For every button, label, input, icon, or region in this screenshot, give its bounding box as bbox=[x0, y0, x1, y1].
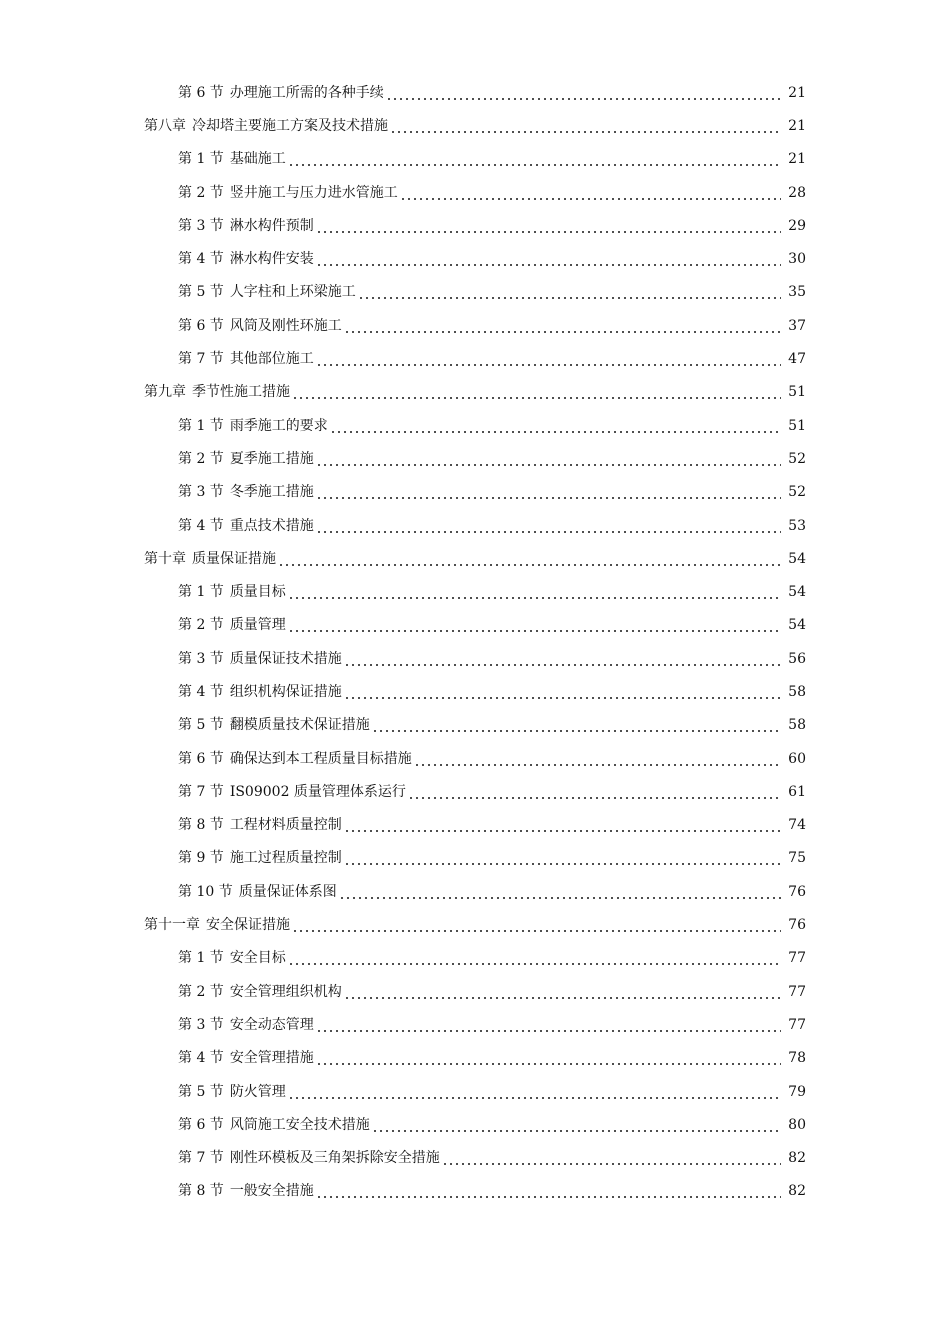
toc-entry-number: 第 7 节 bbox=[178, 783, 224, 800]
toc-entry-label bbox=[178, 517, 314, 535]
toc-entry-title: 工程材料质量控制 bbox=[229, 817, 342, 834]
toc-entry-title: 质量保证措施 bbox=[192, 550, 276, 567]
toc-section-entry[interactable] bbox=[0, 742, 950, 775]
dot-leader bbox=[316, 1184, 781, 1198]
toc-entry-label bbox=[178, 317, 342, 335]
toc-page-number: 52 bbox=[788, 450, 806, 467]
toc-page-number: 52 bbox=[788, 484, 806, 501]
toc-page-number: 77 bbox=[788, 983, 806, 1000]
toc-entry-title: 夏季施工措施 bbox=[229, 450, 314, 467]
toc-entry-title: 冬季施工措施 bbox=[229, 484, 314, 501]
toc-entry-label bbox=[178, 983, 342, 1001]
toc-page-number: 80 bbox=[788, 1116, 806, 1133]
toc-page-number: 75 bbox=[788, 850, 806, 867]
dot-leader bbox=[316, 1018, 781, 1032]
toc-entry-number: 第 6 节 bbox=[178, 317, 224, 334]
toc-entry-number: 第 1 节 bbox=[178, 151, 224, 168]
toc-page-number: 35 bbox=[788, 284, 806, 301]
toc-page-number: 28 bbox=[788, 184, 806, 201]
toc-section-entry[interactable] bbox=[0, 276, 950, 309]
toc-section-entry[interactable] bbox=[0, 809, 950, 842]
dot-leader bbox=[344, 319, 781, 333]
toc-section-entry[interactable] bbox=[0, 76, 950, 109]
dot-leader bbox=[372, 718, 781, 732]
toc-chapter-entry[interactable] bbox=[0, 908, 950, 941]
toc-entry-label bbox=[178, 783, 406, 801]
dot-leader bbox=[292, 385, 781, 399]
dot-leader bbox=[316, 352, 781, 366]
toc-section-entry[interactable] bbox=[0, 609, 950, 642]
toc-page-number: 51 bbox=[788, 384, 806, 401]
dot-leader bbox=[330, 419, 781, 433]
dot-leader bbox=[278, 552, 781, 566]
toc-entry-number: 第 7 节 bbox=[178, 1150, 224, 1167]
toc-entry-label bbox=[178, 184, 398, 202]
toc-entry-number: 第十一章 bbox=[144, 917, 200, 934]
toc-entry-number: 第 4 节 bbox=[178, 251, 224, 268]
toc-entry-label bbox=[144, 383, 290, 401]
toc-section-entry[interactable] bbox=[0, 1142, 950, 1175]
toc-entry-title: 安全管理措施 bbox=[229, 1050, 314, 1067]
toc-entry-title: 施工过程质量控制 bbox=[229, 850, 342, 867]
toc-entry-label bbox=[178, 1016, 314, 1034]
toc-entry-label bbox=[178, 483, 314, 501]
table-of-contents bbox=[0, 76, 950, 1208]
toc-entry-title: IS09002 质量管理体系运行 bbox=[229, 783, 406, 800]
toc-entry-title: 重点技术措施 bbox=[229, 517, 314, 534]
toc-section-entry[interactable] bbox=[0, 709, 950, 742]
toc-page-number: 82 bbox=[788, 1150, 806, 1167]
toc-page-number: 78 bbox=[788, 1050, 806, 1067]
toc-page-number: 58 bbox=[788, 717, 806, 734]
toc-page-number: 79 bbox=[788, 1083, 806, 1100]
toc-section-entry[interactable] bbox=[0, 143, 950, 176]
toc-entry-label bbox=[178, 583, 286, 601]
toc-section-entry[interactable] bbox=[0, 1008, 950, 1041]
toc-section-entry[interactable] bbox=[0, 675, 950, 708]
toc-entry-title: 冷却塔主要施工方案及技术措施 bbox=[192, 117, 388, 134]
dot-leader bbox=[344, 851, 781, 865]
toc-section-entry[interactable] bbox=[0, 1175, 950, 1208]
toc-page-number: 60 bbox=[788, 750, 806, 767]
toc-entry-label bbox=[178, 1149, 440, 1167]
toc-page-number: 54 bbox=[788, 550, 806, 567]
toc-entry-number: 第 5 节 bbox=[178, 1083, 224, 1100]
toc-entry-title: 风筒及刚性环施工 bbox=[229, 317, 342, 334]
toc-entry-label bbox=[178, 650, 342, 668]
toc-section-entry[interactable] bbox=[0, 342, 950, 375]
toc-entry-label bbox=[178, 1182, 314, 1200]
toc-entry-label bbox=[178, 150, 286, 168]
toc-entry-title: 人字柱和上环梁施工 bbox=[229, 284, 356, 301]
toc-entry-number: 第九章 bbox=[144, 384, 186, 401]
dot-leader bbox=[390, 119, 781, 133]
toc-section-entry[interactable] bbox=[0, 1108, 950, 1141]
toc-entry-label bbox=[178, 1083, 286, 1101]
toc-entry-title: 基础施工 bbox=[229, 151, 286, 168]
toc-entry-number: 第 5 节 bbox=[178, 284, 224, 301]
toc-section-entry[interactable] bbox=[0, 942, 950, 975]
toc-entry-number: 第 3 节 bbox=[178, 1016, 224, 1033]
toc-page-number: 47 bbox=[788, 351, 806, 368]
toc-entry-title: 淋水构件预制 bbox=[229, 217, 314, 234]
toc-entry-number: 第 8 节 bbox=[178, 817, 224, 834]
toc-entry-number: 第 8 节 bbox=[178, 1183, 224, 1200]
toc-entry-number: 第 6 节 bbox=[178, 1116, 224, 1133]
dot-leader bbox=[358, 285, 781, 299]
toc-section-entry[interactable] bbox=[0, 209, 950, 242]
toc-entry-title: 风筒施工安全技术措施 bbox=[229, 1116, 370, 1133]
toc-chapter-entry[interactable] bbox=[0, 542, 950, 575]
toc-page-number: 77 bbox=[788, 950, 806, 967]
toc-entry-label bbox=[144, 117, 388, 135]
toc-entry-label bbox=[178, 849, 342, 867]
toc-section-entry[interactable] bbox=[0, 875, 950, 908]
dot-leader bbox=[344, 985, 781, 999]
toc-entry-number: 第 3 节 bbox=[178, 650, 224, 667]
dot-leader bbox=[288, 152, 781, 166]
toc-page-number: 76 bbox=[788, 883, 806, 900]
toc-page-number: 21 bbox=[788, 117, 806, 134]
dot-leader bbox=[408, 785, 781, 799]
toc-entry-title: 安全动态管理 bbox=[229, 1016, 314, 1033]
toc-page-number: 74 bbox=[788, 817, 806, 834]
dot-leader bbox=[344, 818, 781, 832]
toc-entry-label bbox=[178, 350, 314, 368]
dot-leader bbox=[316, 519, 781, 533]
toc-section-entry[interactable] bbox=[0, 476, 950, 509]
toc-entry-label bbox=[178, 716, 370, 734]
toc-page-number: 54 bbox=[788, 584, 806, 601]
toc-page-number: 77 bbox=[788, 1016, 806, 1033]
toc-page-number: 30 bbox=[788, 251, 806, 268]
toc-entry-number: 第 5 节 bbox=[178, 717, 224, 734]
toc-section-entry[interactable] bbox=[0, 1042, 950, 1075]
toc-entry-number: 第 3 节 bbox=[178, 217, 224, 234]
toc-page-number: 37 bbox=[788, 317, 806, 334]
dot-leader bbox=[288, 618, 781, 632]
toc-page-number: 21 bbox=[788, 84, 806, 101]
dot-leader bbox=[316, 452, 781, 466]
toc-entry-label bbox=[178, 816, 342, 834]
toc-entry-label bbox=[178, 450, 314, 468]
toc-entry-number: 第 3 节 bbox=[178, 484, 224, 501]
toc-entry-title: 季节性施工措施 bbox=[192, 384, 290, 401]
toc-page-number: 76 bbox=[788, 917, 806, 934]
dot-leader bbox=[339, 885, 781, 899]
toc-entry-title: 质量保证技术措施 bbox=[229, 650, 342, 667]
toc-entry-title: 安全目标 bbox=[229, 950, 286, 967]
toc-section-entry[interactable] bbox=[0, 575, 950, 608]
toc-entry-label bbox=[178, 683, 342, 701]
toc-entry-label bbox=[178, 84, 384, 102]
toc-entry-label bbox=[178, 217, 314, 235]
toc-entry-number: 第 2 节 bbox=[178, 617, 224, 634]
dot-leader bbox=[316, 219, 781, 233]
toc-entry-number: 第 9 节 bbox=[178, 850, 224, 867]
toc-entry-title: 安全管理组织机构 bbox=[229, 983, 342, 1000]
toc-entry-number: 第 1 节 bbox=[178, 417, 224, 434]
toc-entry-number: 第十章 bbox=[144, 550, 186, 567]
dot-leader bbox=[344, 652, 781, 666]
toc-page-number: 56 bbox=[788, 650, 806, 667]
toc-entry-title: 刚性环模板及三角架拆除安全措施 bbox=[229, 1150, 440, 1167]
toc-entry-number: 第 7 节 bbox=[178, 351, 224, 368]
toc-entry-title: 组织机构保证措施 bbox=[229, 683, 342, 700]
toc-section-entry[interactable] bbox=[0, 975, 950, 1008]
toc-entry-number: 第 4 节 bbox=[178, 683, 224, 700]
toc-entry-number: 第 2 节 bbox=[178, 450, 224, 467]
toc-entry-title: 一般安全措施 bbox=[229, 1183, 314, 1200]
toc-entry-number: 第八章 bbox=[144, 117, 186, 134]
toc-section-entry[interactable] bbox=[0, 309, 950, 342]
toc-entry-title: 办理施工所需的各种手续 bbox=[229, 84, 384, 101]
dot-leader bbox=[372, 1118, 781, 1132]
toc-section-entry[interactable] bbox=[0, 1075, 950, 1108]
dot-leader bbox=[288, 1085, 781, 1099]
toc-page-number: 53 bbox=[788, 517, 806, 534]
toc-entry-label bbox=[178, 1049, 314, 1067]
toc-entry-number: 第 6 节 bbox=[178, 750, 224, 767]
toc-entry-title: 质量目标 bbox=[229, 584, 286, 601]
toc-page-number: 54 bbox=[788, 617, 806, 634]
toc-entry-label bbox=[144, 916, 290, 934]
toc-entry-number: 第 10 节 bbox=[178, 883, 233, 900]
toc-entry-label bbox=[178, 616, 286, 634]
dot-leader bbox=[288, 585, 781, 599]
dot-leader bbox=[400, 186, 781, 200]
dot-leader bbox=[442, 1151, 781, 1165]
toc-entry-label bbox=[178, 250, 314, 268]
toc-section-entry[interactable] bbox=[0, 442, 950, 475]
dot-leader bbox=[292, 918, 781, 932]
toc-section-entry[interactable] bbox=[0, 409, 950, 442]
toc-entry-title: 质量管理 bbox=[229, 617, 286, 634]
toc-entry-label bbox=[178, 283, 356, 301]
toc-entry-number: 第 1 节 bbox=[178, 584, 224, 601]
toc-entry-title: 淋水构件安装 bbox=[229, 251, 314, 268]
toc-chapter-entry[interactable] bbox=[0, 376, 950, 409]
toc-entry-label bbox=[178, 750, 412, 768]
toc-section-entry[interactable] bbox=[0, 775, 950, 808]
toc-entry-number: 第 4 节 bbox=[178, 517, 224, 534]
toc-section-entry[interactable] bbox=[0, 176, 950, 209]
toc-entry-title: 质量保证体系图 bbox=[238, 883, 337, 900]
toc-entry-number: 第 6 节 bbox=[178, 84, 224, 101]
toc-entry-label bbox=[144, 550, 276, 568]
toc-chapter-entry[interactable] bbox=[0, 109, 950, 142]
dot-leader bbox=[414, 752, 781, 766]
toc-page-number: 51 bbox=[788, 417, 806, 434]
toc-entry-title: 其他部位施工 bbox=[229, 351, 314, 368]
toc-page-number: 61 bbox=[788, 783, 806, 800]
dot-leader bbox=[288, 951, 781, 965]
toc-entry-label bbox=[178, 883, 337, 901]
toc-entry-label bbox=[178, 417, 328, 435]
toc-entry-number: 第 2 节 bbox=[178, 184, 224, 201]
toc-page-number: 82 bbox=[788, 1183, 806, 1200]
toc-entry-label bbox=[178, 1116, 370, 1134]
toc-page-number: 21 bbox=[788, 151, 806, 168]
toc-entry-title: 安全保证措施 bbox=[206, 917, 290, 934]
toc-entry-title: 确保达到本工程质量目标措施 bbox=[229, 750, 412, 767]
toc-section-entry[interactable] bbox=[0, 509, 950, 542]
toc-entry-number: 第 4 节 bbox=[178, 1050, 224, 1067]
dot-leader bbox=[344, 685, 781, 699]
toc-page-number: 29 bbox=[788, 217, 806, 234]
toc-entry-title: 翻模质量技术保证措施 bbox=[229, 717, 370, 734]
toc-entry-number: 第 2 节 bbox=[178, 983, 224, 1000]
dot-leader bbox=[316, 485, 781, 499]
toc-entry-label bbox=[178, 949, 286, 967]
toc-page-number: 58 bbox=[788, 683, 806, 700]
dot-leader bbox=[316, 1051, 781, 1065]
toc-entry-title: 防火管理 bbox=[229, 1083, 286, 1100]
toc-section-entry[interactable] bbox=[0, 842, 950, 875]
toc-section-entry[interactable] bbox=[0, 642, 950, 675]
toc-entry-number: 第 1 节 bbox=[178, 950, 224, 967]
toc-entry-title: 雨季施工的要求 bbox=[229, 417, 328, 434]
toc-section-entry[interactable] bbox=[0, 242, 950, 275]
dot-leader bbox=[316, 252, 781, 266]
dot-leader bbox=[386, 86, 781, 100]
toc-entry-title: 竖井施工与压力进水管施工 bbox=[229, 184, 398, 201]
